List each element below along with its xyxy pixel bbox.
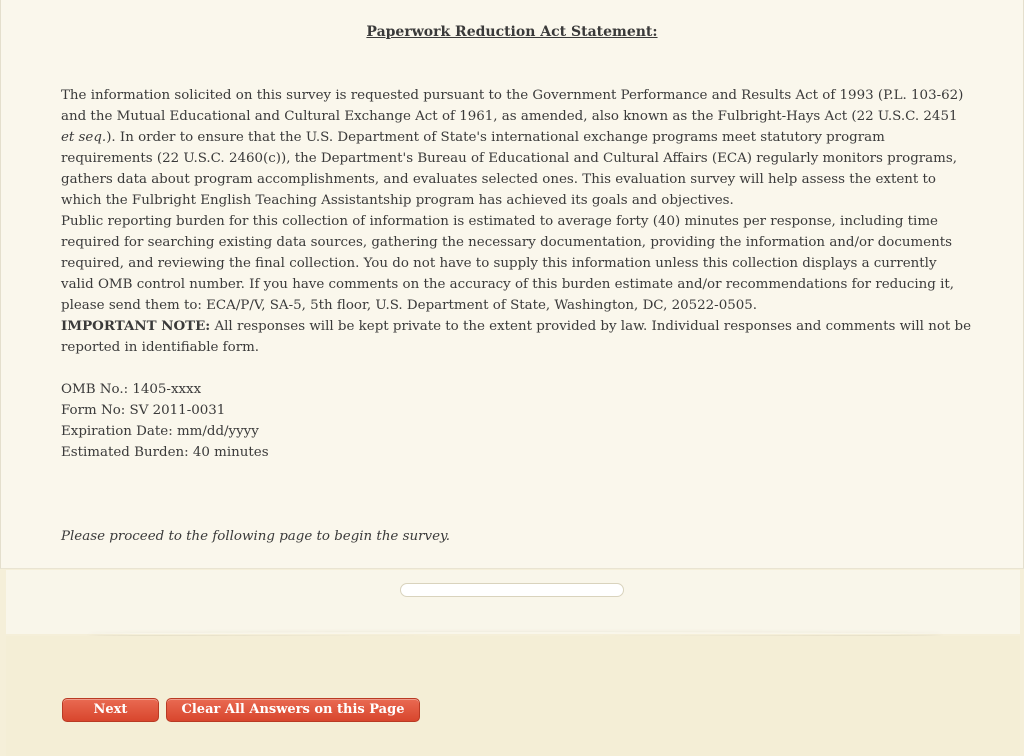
omb-number: OMB No.: 1405-xxxx	[61, 382, 202, 397]
important-note-label: IMPORTANT NOTE:	[61, 318, 211, 334]
statement-title: Paperwork Reduction Act Statement:	[366, 24, 658, 40]
estimated-burden: Estimated Burden: 40 minutes	[61, 445, 269, 460]
navigation-footer	[6, 636, 1020, 756]
survey-progress-bar	[400, 583, 624, 597]
expiration-date: Expiration Date: mm/dd/yyyy	[61, 424, 259, 439]
clear-answers-button[interactable]: Clear All Answers on this Page	[166, 698, 420, 722]
form-number: Form No: SV 2011-0031	[61, 403, 226, 418]
proceed-instruction: Please proceed to the following page to begin the survey.	[61, 529, 451, 544]
purpose-text-b: ). In order to ensure that the U.S. Department of State's international exchange programs meet statutory program requirements (22 U.S.C. 2460(c)), the Department's Bureau of Educational and Cultural Affairs (ECA) regularly monitors programs, gathers data about program accomplishments, and evaluates selected ones. This evaluation survey will help assess the extent to which the Fulbright English Teaching Assistantship program has achieved its goals and objectives.	[61, 130, 957, 208]
progress-area	[6, 570, 1020, 634]
form-info-block	[61, 379, 971, 463]
purpose-text-a: The information solicited on this survey is requested pursuant to the Government Performance and Results Act of 1993 (P.L. 103-62) and the Mutual Educational and Cultural Exchange Act of 1961, as amended, also known as the Fulbright-Hays Act (22 U.S.C. 2451	[61, 88, 964, 124]
important-note-text: All responses will be kept private to the extent provided by law. Individual responses and comments will not be reported in identifiable form.	[61, 319, 972, 355]
purpose-paragraph	[61, 85, 971, 211]
burden-paragraph: Public reporting burden for this collection of information is estimated to average forty (40) minutes per response, including time required for searching existing data sources, gathering the necessary documentation, providing the information and/or documents required, and reviewing the final collection. You do not have to supply this information unless this collection displays a currently valid OMB control number. If you have comments on the accuracy of this burden estimate and/or recommendations for reducing it, please send them to: ECA/P/V, SA-5, 5th floor, U.S. Department of State, Washington, DC, 20522-0505.	[61, 214, 954, 313]
et-seq-text: et seq.	[61, 130, 107, 145]
next-button[interactable]: Next	[62, 698, 159, 722]
important-note-paragraph	[61, 316, 971, 358]
